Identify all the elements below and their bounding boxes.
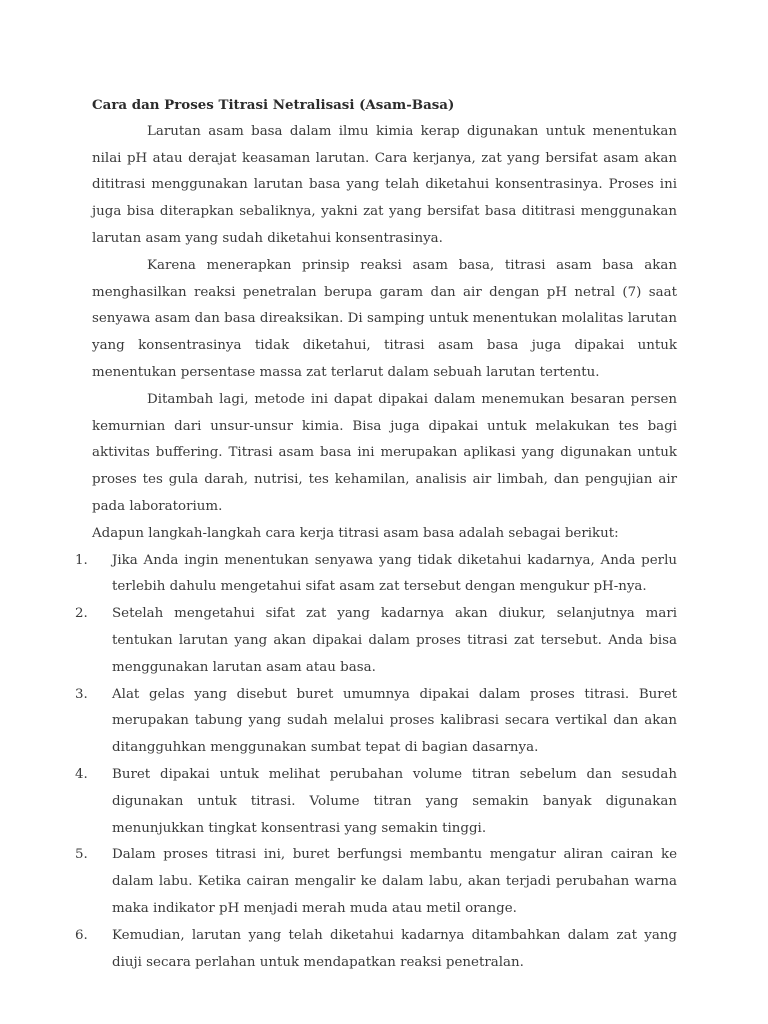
paragraph-2: Karena menerapkan prinsip reaksi asam basa, titrasi asam basa akan menghasilkan reaksi penetralan berupa garam dan air dengan pH netral (7) saat senyawa asam dan basa direaksikan. Di samping untuk menentukan molalitas larutan yang konsentrasinya tidak diketahui, titrasi asam basa juga dipakai untuk menentukan persentase massa zat terlarut dalam sebuah larutan tertentu.	[92, 257, 677, 380]
list-item-number: 3.	[75, 686, 88, 702]
list-item-number: 2.	[75, 606, 88, 622]
list-item	[75, 842, 677, 922]
list-item-text: Dalam proses titrasi ini, buret berfungsi membantu mengatur aliran cairan ke dalam labu. Ketika cairan mengalir ke dalam labu, akan terjadi perubahan warna maka indikator pH menjadi merah muda atau metil orange.	[112, 847, 677, 916]
list-item-text: Buret dipakai untuk melihat perubahan volume titran sebelum dan sesudah digunakan untuk titrasi. Volume titran yang semakin banyak digunakan menunjukkan tingkat konsentrasi yang semakin tinggi.	[112, 766, 677, 836]
list-item-number: 5.	[75, 847, 88, 863]
list-item-number: 4.	[75, 766, 88, 782]
list-item-text: Setelah mengetahui sifat zat yang kadarnya akan diukur, selanjutnya mari tentukan larutan yang akan dipakai dalam proses titrasi zat tersebut. Anda bisa menggunakan larutan asam atau basa.	[112, 606, 677, 675]
list-item-text: Kemudian, larutan yang telah diketahui kadarnya ditambahkan dalam zat yang diuji secara perlahan untuk mendapatkan reaksi penetralan.	[112, 927, 677, 970]
list-item	[75, 548, 677, 602]
list-item-text: Alat gelas yang disebut buret umumnya dipakai dalam proses titrasi. Buret merupakan tabung yang sudah melalui proses kalibrasi secara vertikal dan akan ditangguhkan menggunakan sumbat tepat di bagian dasarnya.	[112, 686, 677, 756]
list-item	[75, 601, 677, 681]
paragraph-1: Larutan asam basa dalam ilmu kimia kerap digunakan untuk menentukan nilai pH atau derajat keasaman larutan. Cara kerjanya, zat yang bersifat asam akan dititrasi menggunakan larutan basa yang telah diketahui konsentrasinya. Proses ini juga bisa diterapkan sebaliknya, yakni zat yang bersifat basa dititrasi menggunakan larutan asam yang sudah diketahui konsentrasinya.	[92, 123, 677, 246]
list-item	[75, 762, 677, 842]
list-item	[75, 682, 677, 762]
list-item-text: Jika Anda ingin menentukan senyawa yang tidak diketahui kadarnya, Anda perlu terlebih dahulu mengetahui sifat asam zat tersebut dengan mengukur pH-nya.	[112, 552, 677, 595]
list-item	[75, 923, 677, 977]
steps-intro: Adapun langkah-langkah cara kerja titrasi asam basa adalah sebagai berikut:	[92, 525, 619, 541]
list-item-number: 1.	[75, 552, 88, 568]
document-page	[75, 92, 677, 976]
document-title: Cara dan Proses Titrasi Netralisasi (Asam-Basa)	[92, 97, 455, 113]
paragraph-3: Ditambah lagi, metode ini dapat dipakai dalam menemukan besaran persen kemurnian dari unsur-unsur kimia. Bisa juga dipakai untuk melakukan tes bagi aktivitas buffering. Titrasi asam basa ini merupakan aplikasi yang digunakan untuk proses tes gula darah, nutrisi, tes kehamilan, analisis air limbah, dan pengujian air pada laboratorium.	[92, 391, 677, 514]
steps-list	[75, 548, 677, 977]
list-item-number: 6.	[75, 927, 88, 943]
